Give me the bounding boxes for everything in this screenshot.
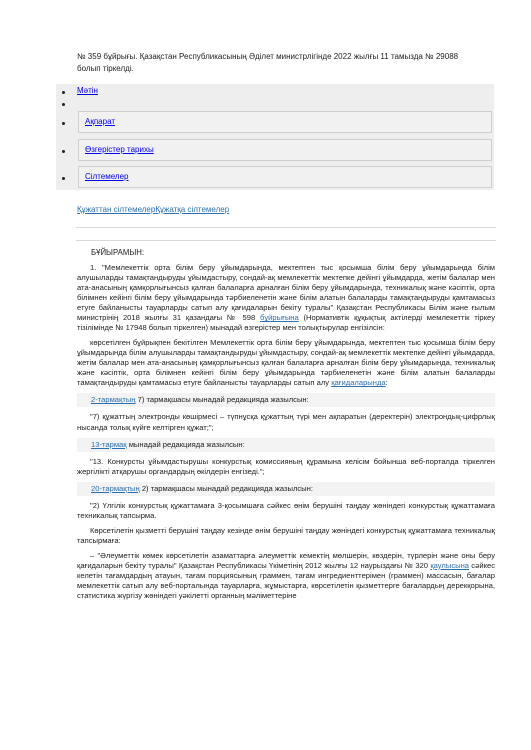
quote-5: – "Әлеуметтік көмек көрсетілетін азаматтарға әлеуметтік кемектің мөлшерін, көздерін, түрлерін және оны беру қағидаларын бекіту туралы" Қазақстан Республикасы Үкіметінің 2012 жылғы 12 наурыздағы № 320 қаулысына сәйкес келетін тағамдардың атауын, тағам порциясының граммен, тағам ингредиенттерімен (граммен) массасын, бағалар мемлекеттік сатып алу веб-порталында тауарларға, жұмыстарға, көрсетілетін қызметтерге бағалардың дерекқорына, статистика жүргізу жөніндегі уәкілетті органның мәліметтеріне: [77, 550, 495, 600]
tab-bullet: [62, 103, 65, 106]
quote-3: "2) Үлгілік конкурстық құжаттамаға 3-қосымшаға сәйкес өнім берушіні таңдау жөніндегі конкурстық құжаттамаға техникалық тапсырма.: [77, 500, 495, 520]
clause-2-link[interactable]: 2-тармақтың: [91, 395, 136, 405]
tab-history[interactable]: Өзгерістер тарихы: [85, 145, 154, 154]
divider: [76, 227, 496, 228]
clause-13-link[interactable]: 13-тармақ: [91, 439, 127, 449]
quote-2: "13. Конкурсты ұйымдастырушы конкурстық комиссияның құрамына келісім бойынша веб-порталда тіркелген жергілікті атқарушы органдардың өкілдерін енгізеді.";: [77, 456, 495, 476]
links-from-document[interactable]: Құжаттан сілтемелер: [77, 205, 156, 214]
quote-4: Көрсетілетін қызметті берушіні таңдау кезінде өнім берушіні таңдау жөніндегі конкурстық құжаттамаға техникалық тапсырмаға:: [77, 525, 495, 545]
tab-bullet: [62, 122, 65, 125]
amendment-1: 2-тармақтың 7) тармақшасы мынадай редакцияда жазылсын:: [77, 393, 495, 407]
paragraph-1: 1. "Мемлекеттік орта білім беру ұйымдарында, мектептен тыс қосымша білім беру ұйымдарында білім алушыларды тамақтандыруды ұйымдастыру, сондай-ақ мемлекеттік мектепке дейінгі ұйымдарда, жетім балалар мен ата-анасының қамқорлығынсыз қалған балаларға арналған білім беру ұйымдарында, техникалық және кәсіптік, орта білімнен кейінгі білім беру ұйымдарында тәрбиеленетін және білім алатын балаларды тамақтандыруды қамтамасыз етуге байланысты тауарларды сатып алу қағидаларын бекіту туралы" Қазақстан Республикасы Білім және ғылым министрінің 2018 жылғы 31 қазандағы № 598 бұйрығына (Нормативтік құқықтық актілерді мемлекеттік тіркеу тізілімінде № 17948 болып тіркелген) мынадай өзгерістер мен толықтырулар енгізілсін:: [77, 263, 495, 333]
tab-info[interactable]: Ақпарат: [85, 117, 116, 126]
tab-bullet: [62, 177, 65, 180]
tab-bullet: [62, 91, 65, 94]
order-link[interactable]: бұйрығына: [260, 313, 299, 323]
tab-links[interactable]: Сілтемелер: [85, 172, 129, 181]
document-body: [77, 248, 495, 601]
tab-text[interactable]: Мәтін: [77, 86, 98, 95]
order-heading: БҰЙЫРАМЫН:: [91, 248, 145, 257]
document-intro: № 359 бұйрығы. Қазақстан Республикасының Әділет министрлігінде 2022 жылғы 11 тамызда № 29088 болып тіркелді.: [77, 52, 459, 73]
quote-1: "7) құжаттың электронды көшірмесі – түпнұсқа құжаттың түрі мен ақпаратын (деректерін) электрондық-цифрлық нысанда толық күйге келтірген құжат;";: [77, 412, 495, 432]
document-links-bar: [77, 205, 229, 216]
clause-20-link[interactable]: 20-тармақтың: [91, 483, 140, 493]
divider: [76, 240, 496, 241]
resolution-link[interactable]: қаулысына: [430, 560, 469, 570]
paragraph-2: көрсетілген бұйрықпен бекітілген Мемлекеттік орта білім беру ұйымдарында, мектептен тыс қосымша білім беру ұйымдарында білім алушыларды тамақтандыруды ұйымдастыру, сондай-ақ мемлекеттік мектепке дейінгі ұйымдарда, жетім балалар мен ата-анасының қамқорлығынсыз қалған балаларға арналған білім беру ұйымдарында, техникалық және кәсіптік, орта білімнен кейінгі білім беру ұйымдарында тәрбиеленетін және білім алатын балаларды тамақтандыруды қамтамасыз етуге байланысты тауарларды сатып алу қағидаларында:: [77, 338, 495, 388]
tab-info-box[interactable]: [78, 111, 492, 133]
tab-links-box[interactable]: [78, 166, 492, 188]
amendment-2: 13-тармақ мынадай редакцияда жазылсын:: [77, 438, 495, 452]
tab-bullet: [62, 150, 65, 153]
amendment-3: 20-тармақтың 2) тармақшасы мынадай редакцияда жазылсын:: [77, 482, 495, 496]
rules-link[interactable]: қағидаларында: [331, 378, 386, 388]
links-to-document[interactable]: Құжатқа сілтемелер: [155, 205, 230, 214]
